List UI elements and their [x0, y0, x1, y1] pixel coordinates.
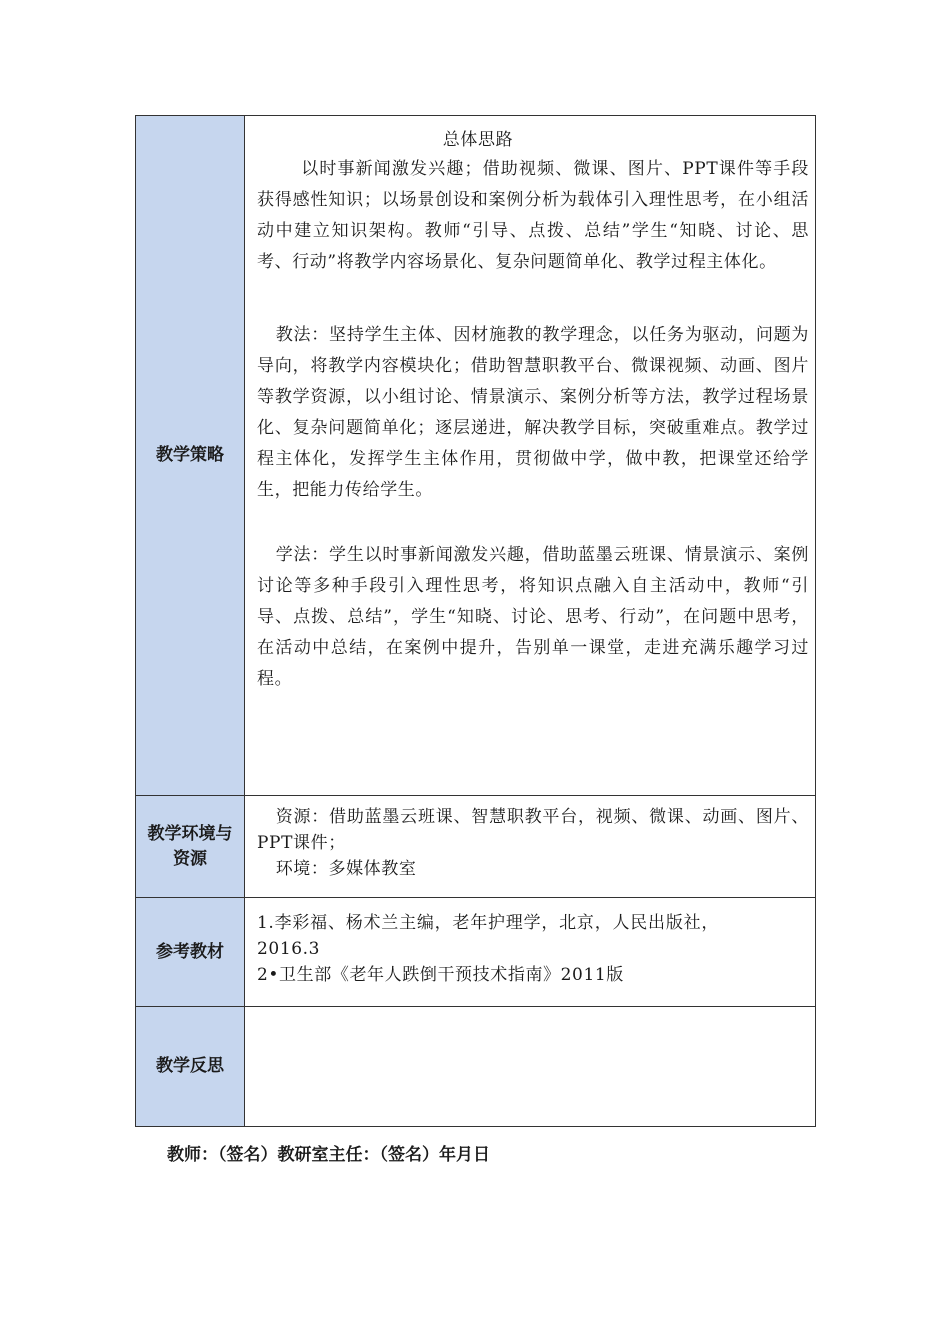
overall-idea-paragraph: 以时事新闻激发兴趣；借助视频、微课、图片、PPT课件等手段获得感性知识；以场景创设和案例分析为载体引入理性思考，在小组活动中建立知识架构。教师“引导、点拨、总结”学生“知晓、讨论、思考、行动”将教学内容场景化、复杂问题简单化、教学过程主体化。 — [257, 159, 809, 272]
learning-method-paragraph: 学法：学生以时事新闻激发兴趣，借助蓝墨云班课、情景演示、案例讨论等多种手段引入理性思考，将知识点融入自主活动中，教师“引导、点拨、总结”，学生“知晓、讨论、思考、行动”，在问题中思考，在活动中总结，在案例中提升，告别单一课堂，走进充满乐趣学习过程。 — [257, 545, 809, 689]
row-teaching-strategy — [136, 116, 815, 796]
row-label-reference-books: 参考教材 — [136, 898, 245, 1006]
row-teaching-reflection — [136, 1007, 815, 1126]
lesson-plan-table — [135, 115, 816, 1127]
row-reference-books — [136, 898, 815, 1007]
teaching-reflection-content — [245, 1007, 815, 1126]
reference-books-content — [245, 898, 815, 1006]
signature-footer: 教师：（签名）教研室主任：（签名）年月日 — [167, 1145, 490, 1165]
resources-line: 资源：借助蓝墨云班课、智慧职教平台，视频、微课、动画、图片、PPT课件； — [257, 807, 809, 853]
section-heading: 总体思路 — [442, 130, 514, 150]
row-environment-resources — [136, 796, 815, 898]
reference-item-1: 1.李彩福、杨术兰主编，老年护理学，北京，人民出版社，2016.3 — [257, 913, 719, 959]
environment-line: 环境：多媒体教室 — [275, 859, 417, 879]
reference-item-2: 2•卫生部《老年人跌倒干预技术指南》2011版 — [257, 965, 624, 985]
teaching-method-paragraph: 教法：坚持学生主体、因材施教的教学理念，以任务为驱动，问题为导向，将教学内容模块化；借助智慧职教平台、微课视频、动画、图片等教学资源，以小组讨论、情景演示、案例分析等方法，教学过程场景化、复杂问题简单化；逐层递进，解决教学目标，突破重难点。教学过程主体化，发挥学生主体作用，贯彻做中学，做中教，把课堂还给学生，把能力传给学生。 — [257, 325, 809, 500]
row-label-environment-resources: 教学环境与资源 — [136, 796, 245, 897]
row-label-teaching-reflection: 教学反思 — [136, 1007, 245, 1126]
environment-resources-content — [245, 796, 815, 897]
teaching-strategy-content — [245, 116, 815, 795]
row-label-teaching-strategy: 教学策略 — [136, 116, 245, 795]
